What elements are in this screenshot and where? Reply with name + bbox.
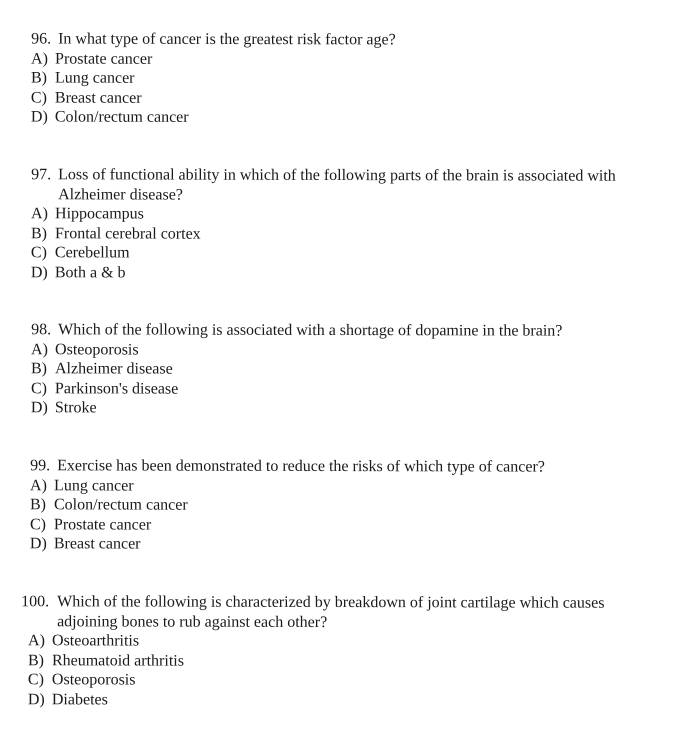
option-b: B) Frontal cerebral cortex [30, 224, 201, 243]
question-text: Loss of functional ability in which of the following parts of the brain is associated with Alzheimer disease? [58, 166, 616, 204]
option-a: A) Hippocampus [31, 205, 144, 223]
question-text: Exercise has been demonstrated to reduce the risks of which type of cancer? [57, 457, 545, 476]
question-97 [31, 165, 651, 284]
question-text: Which of the following is characterized by breakdown of joint cartilage which causes adjoining bones to rub against each other? [57, 593, 605, 631]
option-c: C) Breast cancer [30, 88, 142, 107]
option-list [31, 49, 431, 128]
option-list [31, 340, 631, 420]
question-stem [30, 456, 610, 477]
question-98 [31, 320, 631, 419]
question-number: 100. [21, 593, 50, 611]
option-b: B) Colon/rectum cancer [29, 496, 188, 514]
option-b: B) Alzheimer disease [30, 360, 173, 378]
option-list [21, 631, 636, 711]
question-number: 96. [31, 30, 52, 48]
option-list [30, 476, 610, 556]
question-stem [31, 165, 651, 206]
option-a: A) Osteoporosis [31, 340, 139, 358]
question-stem [31, 29, 431, 50]
option-d: D) Breast cancer [29, 535, 141, 553]
question-number: 98. [31, 321, 52, 339]
option-d: D) Diabetes [27, 690, 108, 708]
option-b: B) Rheumatoid arthritis [27, 651, 184, 670]
option-a: A) Osteoarthritis [28, 632, 140, 650]
question-99 [30, 456, 610, 555]
option-d: D) Stroke [30, 399, 97, 417]
option-d: D) Colon/rectum cancer [30, 108, 189, 126]
question-number: 99. [30, 457, 51, 475]
option-d: D) Both a & b [30, 263, 126, 281]
question-stem [21, 592, 636, 633]
option-list [31, 204, 651, 284]
question-stem [31, 320, 631, 341]
option-a: A) Lung cancer [30, 476, 134, 495]
question-100 [21, 592, 636, 711]
option-c: C) Cerebellum [30, 244, 130, 262]
option-b: B) Lung cancer [30, 69, 135, 87]
question-text: In what type of cancer is the greatest risk factor age? [58, 30, 396, 49]
question-text: Which of the following is associated with a shortage of dopamine in the brain? [58, 321, 563, 340]
option-c: C) Parkinson's disease [30, 379, 179, 398]
option-c: C) Osteoporosis [27, 671, 136, 689]
option-c: C) Prostate cancer [29, 515, 152, 534]
question-96 [31, 29, 431, 128]
question-number: 97. [31, 166, 52, 184]
option-a: A) Prostate cancer [31, 49, 153, 68]
